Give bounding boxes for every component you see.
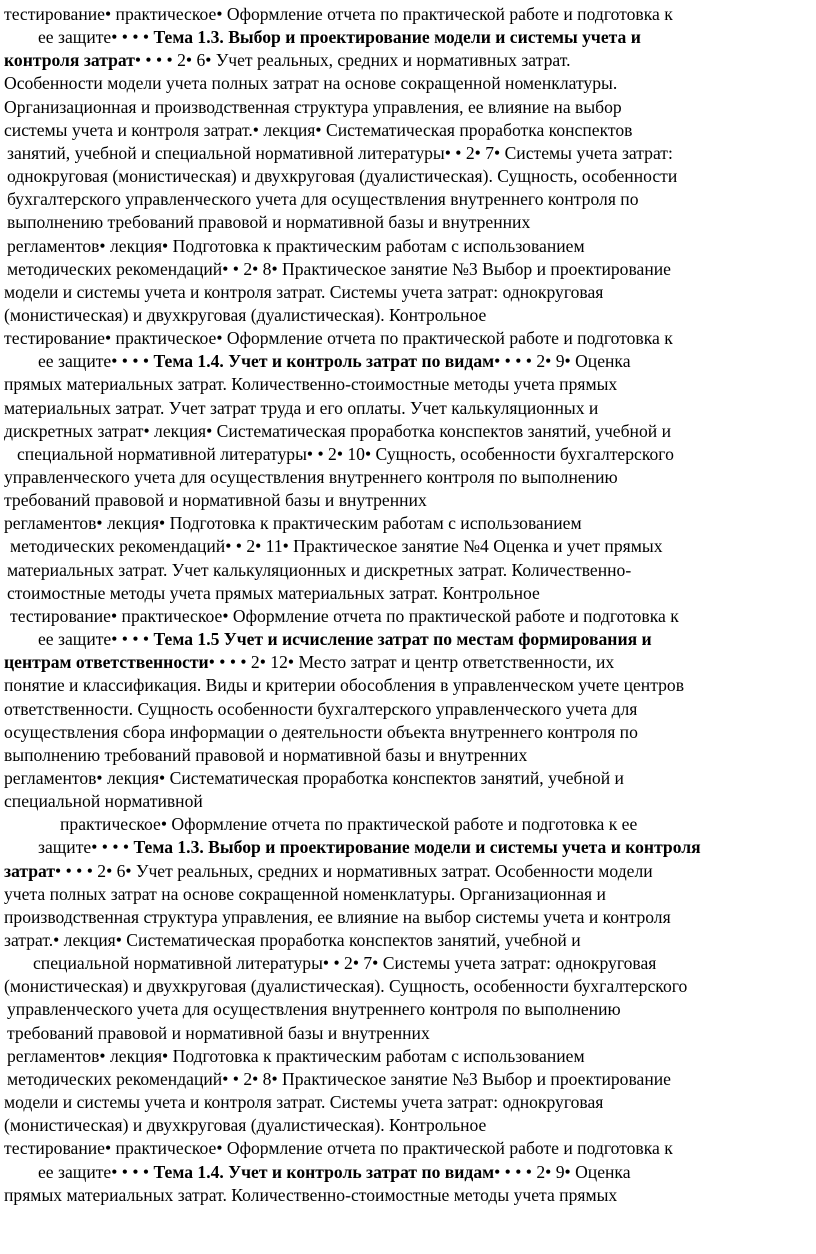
body-text: управленческого учета для осуществления внутреннего контроля по выполнению bbox=[7, 999, 621, 1020]
body-text: производственная структура управления, ее влияние на выбор системы учета и контроля bbox=[4, 906, 671, 927]
body-text: дискретных затрат• лекция• Систематическая проработка конспектов занятий, учебной и bbox=[4, 420, 671, 441]
topic-heading: Тема 1.5 Учет и исчисление затрат по местам формирования и bbox=[153, 629, 652, 650]
text-line bbox=[4, 396, 598, 421]
text-line bbox=[60, 812, 637, 837]
body-text: • • • • 2• 9• Оценка bbox=[494, 1161, 631, 1182]
text-line bbox=[38, 25, 641, 50]
text-line bbox=[38, 835, 701, 860]
body-text: однокруговая (монистическая) и двухкруговая (дуалистическая). Сущность, особенности bbox=[7, 166, 678, 187]
text-line bbox=[7, 187, 639, 212]
body-text: ее защите• • • • bbox=[38, 27, 154, 48]
body-text: защите• • • • bbox=[38, 837, 134, 858]
body-text: стоимостные методы учета прямых материальных затрат. Контрольное bbox=[7, 582, 540, 603]
text-line bbox=[4, 488, 427, 513]
text-line bbox=[4, 118, 632, 143]
body-text: регламентов• лекция• Подготовка к практическим работам с использованием bbox=[4, 513, 582, 534]
topic-heading: контроля затрат bbox=[4, 50, 135, 71]
text-line bbox=[33, 951, 656, 976]
body-text: тестирование• практическое• Оформление отчета по практической работе и подготовка к bbox=[4, 1138, 673, 1159]
body-text: выполнению требований правовой и нормативной базы и внутренних bbox=[4, 744, 528, 765]
text-line bbox=[4, 859, 653, 884]
body-text: методических рекомендаций• • 2• 8• Практическое занятие №3 Выбор и проектирование bbox=[7, 258, 671, 279]
text-line bbox=[4, 1113, 486, 1138]
text-line bbox=[7, 1044, 585, 1069]
body-text: методических рекомендаций• • 2• 8• Практическое занятие №3 Выбор и проектирование bbox=[7, 1068, 671, 1089]
body-text: Организационная и производственная структура управления, ее влияние на выбор bbox=[4, 96, 622, 117]
text-line bbox=[10, 604, 679, 629]
text-line bbox=[7, 257, 671, 282]
body-text: выполнению требований правовой и нормативной базы и внутренних bbox=[7, 212, 531, 233]
text-line bbox=[4, 697, 637, 722]
body-text: • • • • 2• 12• Место затрат и центр ответственности, их bbox=[208, 652, 615, 673]
topic-heading: Тема 1.3. Выбор и проектирование модели и системы учета и контроля bbox=[133, 837, 701, 858]
text-line bbox=[4, 1136, 673, 1161]
text-line bbox=[4, 419, 671, 444]
text-line bbox=[7, 997, 621, 1022]
body-text: тестирование• практическое• Оформление отчета по практической работе и подготовка к bbox=[4, 4, 673, 24]
text-line bbox=[4, 720, 638, 745]
text-line bbox=[4, 48, 570, 73]
body-text: (монистическая) и двухкруговая (дуалистическая). Контрольное bbox=[4, 1115, 487, 1136]
topic-heading: затрат bbox=[4, 860, 56, 881]
body-text: регламентов• лекция• Подготовка к практическим работам с использованием bbox=[7, 1045, 585, 1066]
text-line bbox=[7, 1067, 671, 1092]
text-line bbox=[4, 465, 618, 490]
body-text: • • • • 2• 9• Оценка bbox=[494, 351, 631, 372]
text-line bbox=[17, 442, 674, 467]
body-text: прямых материальных затрат. Количественно-стоимостные методы учета прямых bbox=[4, 1184, 618, 1205]
body-text: модели и системы учета и контроля затрат. Системы учета затрат: однокруговая bbox=[4, 281, 604, 302]
text-line bbox=[7, 558, 631, 583]
body-text: учета полных затрат на основе сокращенной номенклатуры. Организационная и bbox=[4, 883, 606, 904]
text-line bbox=[4, 650, 614, 675]
body-text: требований правовой и нормативной базы и внутренних bbox=[7, 1022, 430, 1043]
text-line bbox=[7, 164, 677, 189]
text-line bbox=[4, 372, 617, 397]
text-line bbox=[38, 349, 631, 374]
text-line bbox=[7, 1021, 430, 1046]
body-text: тестирование• практическое• Оформление отчета по практической работе и подготовка к bbox=[10, 605, 679, 626]
body-text: прямых материальных затрат. Количественно-стоимостные методы учета прямых bbox=[4, 374, 618, 395]
body-text: • • • • 2• 6• Учет реальных, средних и нормативных затрат. Особенности модели bbox=[55, 860, 653, 881]
body-text: ее защите• • • • bbox=[38, 1161, 154, 1182]
text-line bbox=[7, 581, 540, 606]
body-text: материальных затрат. Учет калькуляционных и дискретных затрат. Количественно- bbox=[7, 559, 632, 580]
body-text: (монистическая) и двухкруговая (дуалистическая). Сущность, особенности бухгалтерского bbox=[4, 976, 688, 997]
text-line bbox=[4, 905, 671, 930]
body-text: регламентов• лекция• Систематическая проработка конспектов занятий, учебной и bbox=[4, 767, 624, 788]
text-line bbox=[38, 627, 652, 652]
body-text: тестирование• практическое• Оформление отчета по практической работе и подготовка к bbox=[4, 328, 673, 349]
body-text: ее защите• • • • bbox=[38, 351, 154, 372]
text-line bbox=[4, 71, 617, 96]
text-line bbox=[4, 511, 582, 536]
body-text: (монистическая) и двухкруговая (дуалистическая). Контрольное bbox=[4, 304, 487, 325]
text-line bbox=[4, 1090, 603, 1115]
body-text: бухгалтерского управленческого учета для осуществления внутреннего контроля по bbox=[7, 189, 639, 210]
body-text: материальных затрат. Учет затрат труда и его оплаты. Учет калькуляционных и bbox=[4, 397, 599, 418]
body-text: занятий, учебной и специальной нормативной литературы• • 2• 7• Системы учета затрат: bbox=[7, 142, 673, 163]
text-line bbox=[4, 95, 622, 120]
body-text: регламентов• лекция• Подготовка к практическим работам с использованием bbox=[7, 235, 585, 256]
body-text: ответственности. Сущность особенности бухгалтерского управленческого учета для bbox=[4, 698, 638, 719]
body-text: системы учета и контроля затрат.• лекция• Систематическая проработка конспектов bbox=[4, 119, 633, 140]
body-text: специальной нормативной литературы• • 2• 7• Системы учета затрат: однокруговая bbox=[33, 953, 657, 974]
text-line bbox=[4, 303, 486, 328]
text-line bbox=[38, 1160, 631, 1185]
body-text: управленческого учета для осуществления внутреннего контроля по выполнению bbox=[4, 467, 618, 487]
text-line bbox=[7, 141, 673, 166]
text-line bbox=[4, 766, 624, 791]
text-line bbox=[10, 534, 663, 559]
body-text: • • • • 2• 6• Учет реальных, средних и нормативных затрат. bbox=[134, 50, 571, 71]
topic-heading: центрам ответственности bbox=[4, 652, 209, 673]
body-text: осуществления сбора информации о деятельности объекта внутреннего контроля по bbox=[4, 721, 638, 742]
text-line bbox=[7, 210, 530, 235]
body-text: методических рекомендаций• • 2• 11• Практическое занятие №4 Оценка и учет прямых bbox=[10, 536, 663, 557]
text-line bbox=[4, 789, 203, 814]
text-line bbox=[4, 1183, 617, 1208]
text-line bbox=[4, 2, 673, 27]
body-text: Особенности модели учета полных затрат на основе сокращенной номенклатуры. bbox=[4, 73, 618, 94]
body-text: модели и системы учета и контроля затрат. Системы учета затрат: однокруговая bbox=[4, 1092, 604, 1113]
text-line bbox=[4, 673, 684, 698]
text-line bbox=[4, 280, 603, 305]
body-text: понятие и классификация. Виды и критерии обособления в управленческом учете центров bbox=[4, 675, 685, 696]
text-line bbox=[4, 326, 673, 351]
body-text: требований правовой и нормативной базы и внутренних bbox=[4, 490, 427, 511]
topic-heading: Тема 1.4. Учет и контроль затрат по видам bbox=[153, 351, 495, 372]
body-text: практическое• Оформление отчета по практической работе и подготовка к ее bbox=[60, 814, 638, 835]
topic-heading: Тема 1.4. Учет и контроль затрат по видам bbox=[153, 1161, 495, 1182]
text-line bbox=[4, 882, 606, 907]
body-text: специальной нормативной литературы• • 2• 10• Сущность, особенности бухгалтерского bbox=[17, 443, 674, 464]
body-text: ее защите• • • • bbox=[38, 629, 154, 650]
text-line bbox=[4, 928, 581, 953]
topic-heading: Тема 1.3. Выбор и проектирование модели и системы учета и bbox=[153, 27, 641, 48]
body-text: специальной нормативной bbox=[4, 791, 203, 812]
text-line bbox=[4, 743, 527, 768]
text-line bbox=[4, 974, 687, 999]
text-line bbox=[7, 234, 585, 259]
body-text: затрат.• лекция• Систематическая проработка конспектов занятий, учебной и bbox=[4, 930, 581, 950]
